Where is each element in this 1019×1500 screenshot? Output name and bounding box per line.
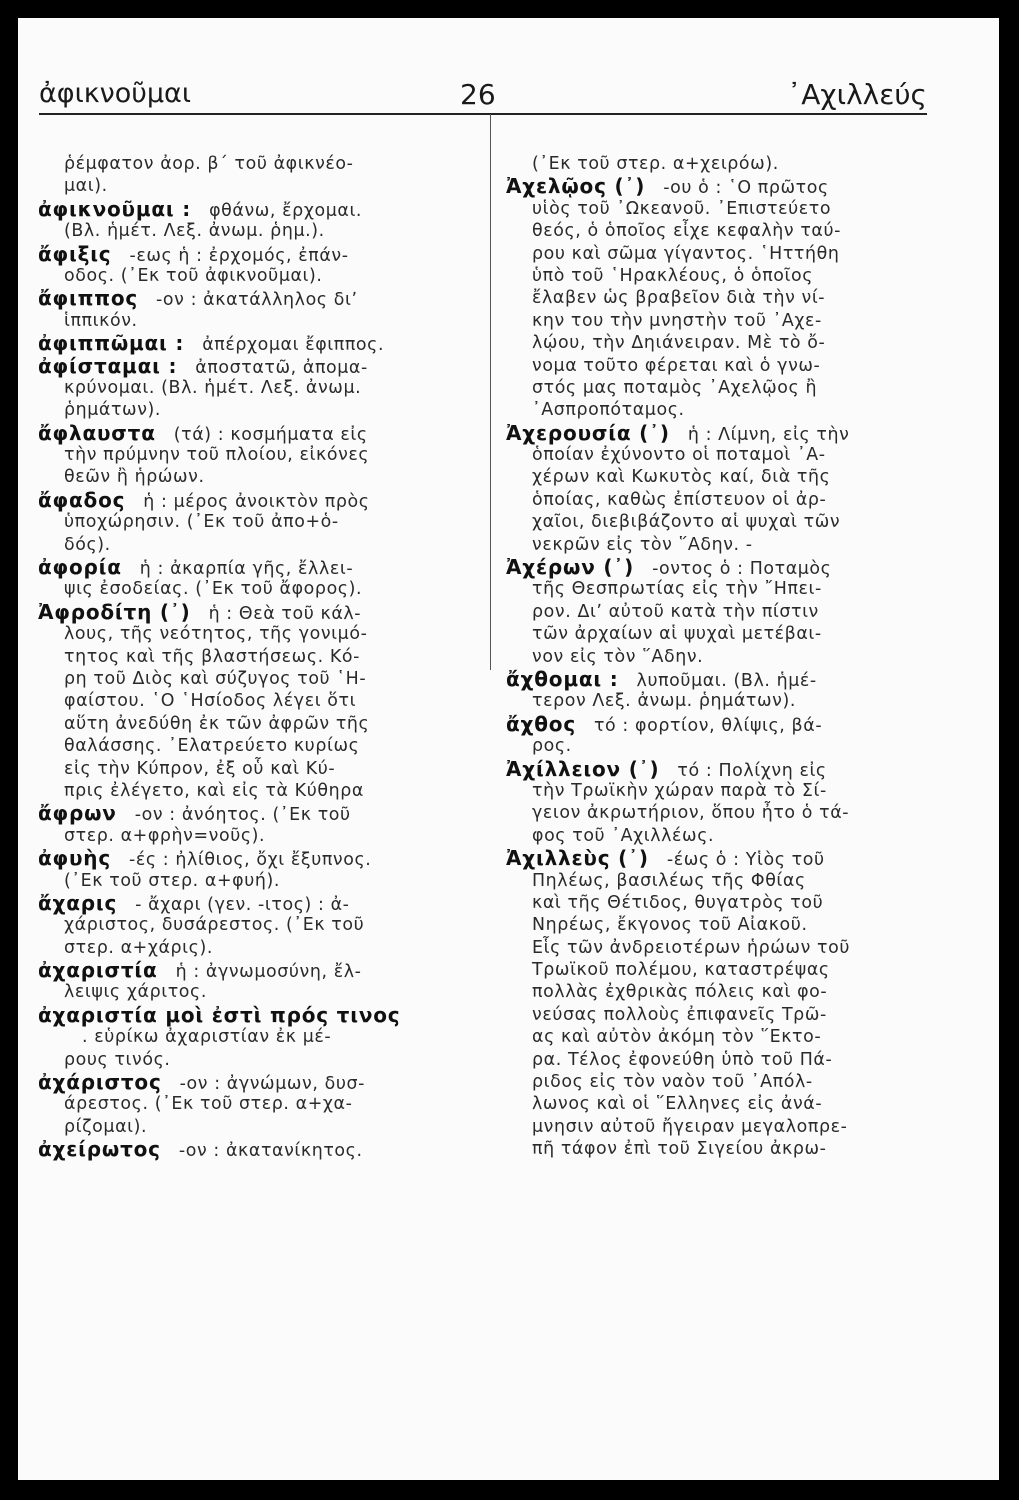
entry-continuation-line xyxy=(38,1049,468,1071)
entry-definition-text: ριδος εἰς τὸν ναὸν τοῦ ᾿Απόλ- xyxy=(532,1072,813,1093)
entry-continuation-line xyxy=(38,265,468,287)
entry-definition-text: λῴου, τὴν Δηιάνειραν. Μὲ τὸ ὄ- xyxy=(532,333,826,354)
entry-definition-text: -εως ἡ : ἐρχομός, ἐπάν- xyxy=(129,245,349,266)
entry-definition-text: ας καὶ αὐτὸν ἀκόμη τὸν ῞Εκτο- xyxy=(532,1027,822,1048)
entry-continuation-line xyxy=(38,310,468,332)
entry-headword: ἀφορία xyxy=(38,555,122,580)
entry-definition-text: κην του τὴν μνηστὴν τοῦ ᾿Αχε- xyxy=(532,310,822,331)
entry-continuation-line xyxy=(38,668,468,690)
entry-definition-text: -ον : ἀκατάλληλος διʼ xyxy=(156,290,358,311)
entry-continuation-line xyxy=(506,1004,926,1026)
entry-headword: ἄφαδος xyxy=(38,487,126,512)
entry-definition-text: (᾿Εκ τοῦ στερ. α+χειρόω). xyxy=(532,154,779,174)
entry-definition-text: γειον ἀκρωτήριον, ὅπου ἦτο ὁ τά- xyxy=(532,803,850,824)
entry-headword-line xyxy=(38,1138,468,1160)
entry-headword-line xyxy=(38,1004,468,1026)
entry-definition-text: ἱππικόν. xyxy=(64,310,138,331)
entry-headword-line xyxy=(38,243,468,265)
entry-continuation-line xyxy=(506,892,926,914)
entry-definition-text: λωνος καὶ οἱ ῞Ελληνες εἰς ἀνά- xyxy=(532,1094,823,1115)
entry-definition-text: ρίζομαι). xyxy=(64,1116,148,1137)
entry-headword-line xyxy=(506,847,926,869)
entry-headword-line xyxy=(38,422,468,444)
entry-headword-line xyxy=(38,198,468,220)
entry-continuation-line xyxy=(38,713,468,735)
entry-definition-text: -έως ὁ : Υἱὸς τοῦ xyxy=(666,850,825,871)
entry-definition-text: ἀποστατῶ, ἀπομα- xyxy=(195,357,368,378)
entry-definition-text: ῥημάτων). xyxy=(64,400,162,421)
entry-definition-text: στερ. α+φρὴν=νοῦς). xyxy=(64,825,266,846)
entry-continuation-line xyxy=(38,825,468,847)
right-column xyxy=(506,153,926,1161)
entry-continuation-line xyxy=(506,489,926,511)
entry-definition-text: άρεστος. (᾿Εκ τοῦ στερ. α+χα- xyxy=(64,1094,353,1115)
entry-continuation-line xyxy=(506,981,926,1003)
entry-definition-text: (᾿Εκ τοῦ στερ. α+φυή). xyxy=(64,870,281,891)
entry-definition-text: - ἄχαρι (γεν. -ιτος) : ἀ- xyxy=(135,894,350,915)
entry-continuation-line xyxy=(506,355,926,377)
entry-continuation-line xyxy=(38,780,468,802)
entry-headword-line xyxy=(506,668,926,690)
entry-definition-text: χαῖοι, διεβιβάζοντο αἱ ψυχαὶ τῶν xyxy=(532,512,841,533)
entry-definition-text: τό : Πολίχνη εἰς xyxy=(677,760,827,781)
entry-definition-text: ἔλαβεν ὡς βραβεῖον διὰ τὴν νί- xyxy=(532,288,826,309)
entry-definition-text: πρις ἐλέγετο, καὶ εἰς τὰ Κύθηρα xyxy=(64,780,364,801)
header-rule xyxy=(39,113,927,115)
entry-continuation-line xyxy=(506,1071,926,1093)
entry-definition-text: -ου ὁ : ῾Ο πρῶτος xyxy=(663,178,829,199)
entry-definition-text: τὴν πρύμνην τοῦ πλοίου, εἰκόνες xyxy=(64,445,370,466)
entry-definition-text: ἡ : Θεὰ τοῦ κάλ- xyxy=(208,603,362,624)
entry-headword-line xyxy=(506,556,926,578)
entry-definition-text: καὶ τῆς Θέτιδος, θυγατρὸς τοῦ xyxy=(532,892,824,913)
entry-headword-line xyxy=(38,332,468,354)
entry-definition-text: λειψις χάριτος. xyxy=(64,982,207,1003)
entry-continuation-line xyxy=(38,399,468,421)
entry-continuation-line xyxy=(38,220,468,242)
entry-continuation-line xyxy=(38,1026,468,1048)
entry-definition-text: ρη τοῦ Διὸς καὶ σύζυγος τοῦ ῾Η- xyxy=(64,668,367,689)
entry-definition-text: Νηρέως, ἔκγονος τοῦ Αἰακοῦ. xyxy=(532,915,808,936)
entry-headword-line xyxy=(38,847,468,869)
entry-continuation-line xyxy=(38,175,468,197)
entry-continuation-line xyxy=(506,1049,926,1071)
entry-definition-text: ἡ : μέρος ἀνοικτὸν πρὸς xyxy=(143,491,370,512)
entry-continuation-line xyxy=(506,937,926,959)
entry-headword-line xyxy=(38,892,468,914)
entry-headword-line xyxy=(38,556,468,578)
entry-definition-text: Τρωϊκοῦ πολέμου, καταστρέψας xyxy=(532,960,830,981)
entry-definition-text: φος τοῦ ᾿Αχιλλέως. xyxy=(532,825,715,846)
entry-definition-text: ὑπὸ τοῦ ῾Ηρακλέους, ὁ ὁποῖος xyxy=(532,265,814,286)
header-first-word: ἀφικνοῦμαι xyxy=(39,78,191,109)
page-number: 26 xyxy=(460,78,496,111)
entry-definition-text: ρον. Διʼ αὐτοῦ κατὰ τὴν πίστιν xyxy=(532,601,819,622)
header-last-word: ᾿Αχιλλεύς xyxy=(787,78,927,111)
entry-continuation-line xyxy=(506,444,926,466)
entry-continuation-line xyxy=(506,1138,926,1160)
entry-definition-text: Πηλέως, βασιλέως τῆς Φθίας xyxy=(532,870,806,891)
entry-headword: ἀχαριστία xyxy=(38,958,158,983)
entry-continuation-line xyxy=(506,870,926,892)
entry-headword: ἀφιππῶμαι : xyxy=(38,331,185,356)
entry-continuation-line xyxy=(506,914,926,936)
entry-definition-text: -ον : ἀκατανίκητος. xyxy=(178,1141,363,1162)
entry-definition-text: ἡ : ἀκαρπία γῆς, ἔλλει- xyxy=(139,559,354,580)
entry-headword: Ἀχίλλειον (᾿) xyxy=(506,756,660,781)
entry-definition-text: -οντος ὁ : Ποταμὸς xyxy=(652,559,832,580)
entry-headword: ἄφρων xyxy=(38,801,117,826)
entry-definition-text: ῥέμφατον ἀορ. β΄ τοῦ ἀφικνέο- xyxy=(64,154,354,174)
entry-definition-text: -ον : ἀνόητος. (᾿Εκ τοῦ xyxy=(134,805,351,826)
entry-continuation-line xyxy=(506,646,926,668)
entry-definition-text: λους, τῆς νεότητος, τῆς γονιμό- xyxy=(64,624,368,645)
entry-definition-text: . εὑρίκω ἀχαριστίαν ἐκ μέ- xyxy=(82,1027,332,1048)
entry-definition-text: τητος καὶ τῆς βλαστήσεως. Κό- xyxy=(64,646,361,667)
entry-continuation-line xyxy=(38,578,468,600)
dictionary-page xyxy=(18,18,999,1480)
entry-definition-text: ἡ : ἀγνωμοσύνη, ἔλ- xyxy=(175,962,362,983)
entry-continuation-line xyxy=(38,735,468,757)
entry-continuation-line xyxy=(38,981,468,1003)
entry-continuation-line xyxy=(506,153,926,175)
entry-continuation-line xyxy=(506,825,926,847)
entry-definition-text: χάριστος, δυσάρεστος. (᾿Εκ τοῦ xyxy=(64,915,365,936)
entry-headword-line xyxy=(38,1071,468,1093)
entry-definition-text: τό : φορτίον, θλίψις, βά- xyxy=(593,715,823,736)
entry-definition-text: ρα. Τέλος ἐφονεύθη ὑπὸ τοῦ Πά- xyxy=(532,1049,833,1070)
entry-definition-text: στός μας ποταμὸς ᾿Αχελῷος ἢ xyxy=(532,377,818,398)
entry-continuation-line xyxy=(506,287,926,309)
entry-headword: Ἀχιλλεὺς (᾿) xyxy=(506,846,649,871)
entry-headword: ἄχαρις xyxy=(38,890,118,915)
entry-continuation-line xyxy=(506,399,926,421)
left-column xyxy=(38,153,468,1161)
entry-headword: ἄφλαυστα xyxy=(38,420,156,445)
entry-definition-text: νεύσας πολλοὺς ἐπιφανεῖς Τρῶ- xyxy=(532,1004,827,1025)
entry-headword: ἄφιππος xyxy=(38,286,139,311)
entry-headword-line xyxy=(38,802,468,824)
entry-definition-text: φαίστου. ῾Ο ῾Ησίοδος λέγει ὅτι xyxy=(64,691,357,712)
entry-definition-text: τερον Λεξ. ἀνωμ. ῥημάτων). xyxy=(532,691,796,712)
entry-definition-text: οδος. (᾿Εκ τοῦ ἀφικνοῦμαι). xyxy=(64,265,323,286)
entry-continuation-line xyxy=(38,646,468,668)
entry-continuation-line xyxy=(506,198,926,220)
entry-definition-text: ψις ἐσοδείας. (᾿Εκ τοῦ ἄφορος). xyxy=(64,579,363,600)
entry-continuation-line xyxy=(38,690,468,712)
entry-definition-text: πολλὰς ἐχθρικὰς πόλεις καὶ φο- xyxy=(532,982,828,1003)
entry-headword-line xyxy=(506,175,926,197)
entry-definition-text: νομα τοῦτο φέρεται καὶ ὁ γνω- xyxy=(532,355,821,376)
entry-continuation-line xyxy=(38,758,468,780)
entry-definition-text: τῶν ἀρχαίων αἱ ψυχαὶ μετέβαι- xyxy=(532,624,822,645)
entry-definition-text: ἀπέρχομαι ἔφιππος. xyxy=(202,335,385,356)
entry-continuation-line xyxy=(506,243,926,265)
entry-definition-text: (τά) : κοσμήματα εἰς xyxy=(173,424,368,445)
entry-continuation-line xyxy=(506,1116,926,1138)
entry-continuation-line xyxy=(506,534,926,556)
entry-definition-text: μνησιν αὐτοῦ ἤγειραν μεγαλοπρε- xyxy=(532,1116,848,1137)
entry-headword: ἀφικνοῦμαι : xyxy=(38,196,192,221)
entry-continuation-line xyxy=(38,444,468,466)
entry-headword: ἀχάριστος xyxy=(38,1070,162,1095)
entry-definition-text: κρύνομαι. (Βλ. ἡμέτ. Λεξ. ἀνωμ. xyxy=(64,377,362,398)
entry-definition-text: τῆς Θεσπρωτίας εἰς τὴν ῎Ηπει- xyxy=(532,579,822,600)
entry-definition-text: ἡ : Λίμνη, εἰς τὴν xyxy=(687,424,850,445)
entry-definition-text: μαι). xyxy=(64,176,108,197)
entry-definition-text: φθάνω, ἔρχομαι. xyxy=(209,200,363,221)
entry-continuation-line xyxy=(506,623,926,645)
entry-headword: ἀφυὴς xyxy=(38,846,111,871)
entry-continuation-line xyxy=(506,1026,926,1048)
entry-continuation-line xyxy=(506,1093,926,1115)
entry-continuation-line xyxy=(38,1116,468,1138)
entry-headword-line xyxy=(38,959,468,981)
entry-headword-line xyxy=(38,601,468,623)
entry-definition-text: ὁποίαν ἐχύνοντο οἱ ποταμοὶ ᾿Α- xyxy=(532,445,826,466)
entry-headword: ἄχθος xyxy=(506,711,576,736)
entry-definition-text: πῆ τάφον ἐπὶ τοῦ Σιγείου ἀκρω- xyxy=(532,1139,827,1160)
entry-continuation-line xyxy=(506,332,926,354)
entry-definition-text: στερ. α+χάρις). xyxy=(64,937,213,958)
entry-definition-text: αὕτη ἀνεδύθη ἐκ τῶν ἀφρῶν τῆς xyxy=(64,713,370,734)
column-divider xyxy=(490,114,491,670)
entry-continuation-line xyxy=(506,601,926,623)
entry-definition-text: ρος. xyxy=(532,736,572,757)
entry-continuation-line xyxy=(506,735,926,757)
entry-headword: ἀχαριστία μοὶ ἐστὶ πρός τινος xyxy=(38,1002,401,1027)
entry-definition-text: νον εἰς τὸν ῞Αδην. xyxy=(532,646,704,667)
entry-definition-text: ὑποχώρησιν. (᾿Εκ τοῦ ἀπο+ὁ- xyxy=(64,512,339,533)
entry-headword: ἀφίσταμαι : xyxy=(38,353,178,378)
entry-continuation-line xyxy=(38,511,468,533)
entry-headword: Ἀφροδίτη (᾿) xyxy=(38,599,191,624)
entry-continuation-line xyxy=(38,937,468,959)
entry-definition-text: εἰς τὴν Κύπρον, ἐξ οὗ καὶ Κύ- xyxy=(64,758,336,779)
entry-definition-text: τὴν Τρωϊκὴν χώραν παρὰ τὸ Σί- xyxy=(532,780,827,801)
entry-headword: Ἀχελῷος (᾿) xyxy=(506,174,646,199)
entry-continuation-line xyxy=(38,466,468,488)
entry-continuation-line xyxy=(38,1093,468,1115)
entry-headword: Ἀχέρων (᾿) xyxy=(506,555,635,580)
entry-definition-text: ρους τινός. xyxy=(64,1049,171,1070)
entry-definition-text: θαλάσσης. ᾿Ελατρεύετο κυρίως xyxy=(64,736,360,757)
entry-continuation-line xyxy=(506,377,926,399)
entry-continuation-line xyxy=(506,802,926,824)
entry-definition-text: (Βλ. ἡμέτ. Λεξ. ἀνωμ. ῥημ.). xyxy=(64,221,325,242)
entry-definition-text: δός). xyxy=(64,534,111,555)
entry-definition-text: υἱὸς τοῦ ᾿Ωκεανοῦ. ᾿Επιστεύετο xyxy=(532,198,832,219)
entry-headword: ἄχθομαι : xyxy=(506,666,619,691)
entry-headword: ἄφιξις xyxy=(38,241,112,266)
entry-definition-text: ρου καὶ σῶμα γίγαντος. ῾Ηττήθη xyxy=(532,243,840,264)
entry-definition-text: χέρων καὶ Κωκυτὸς καί, διὰ τῆς xyxy=(532,467,831,488)
entry-continuation-line xyxy=(506,220,926,242)
entry-definition-text: θεῶν ἢ ἡρώων. xyxy=(64,467,205,488)
entry-continuation-line xyxy=(38,870,468,892)
entry-continuation-line xyxy=(506,310,926,332)
entry-headword-line xyxy=(506,758,926,780)
entry-headword-line xyxy=(506,713,926,735)
entry-continuation-line xyxy=(506,578,926,600)
entry-continuation-line xyxy=(506,780,926,802)
entry-continuation-line xyxy=(38,153,468,175)
entry-continuation-line xyxy=(38,534,468,556)
entry-definition-text: ὁποίας, καθὼς ἐπίστευον οἱ ἀρ- xyxy=(532,489,827,510)
entry-continuation-line xyxy=(38,377,468,399)
entry-continuation-line xyxy=(38,914,468,936)
entry-continuation-line xyxy=(506,265,926,287)
entry-definition-text: -ές : ἠλίθιος, ὄχι ἔξυπνος. xyxy=(128,850,372,871)
entry-definition-text: -ον : ἀγνώμων, δυσ- xyxy=(179,1074,366,1095)
entry-continuation-line xyxy=(506,466,926,488)
entry-headword-line xyxy=(38,287,468,309)
entry-headword: ἀχείρωτος xyxy=(38,1137,161,1162)
entry-definition-text: Εἷς τῶν ἀνδρειοτέρων ἡρώων τοῦ xyxy=(532,937,850,958)
entry-continuation-line xyxy=(506,511,926,533)
entry-continuation-line xyxy=(38,623,468,645)
entry-headword-line xyxy=(506,422,926,444)
entry-headword-line xyxy=(38,489,468,511)
entry-definition-text: νεκρῶν εἰς τὸν ῞Αδην. - xyxy=(532,534,753,555)
entry-definition-text: ᾿Ασπροπόταμος. xyxy=(532,400,685,421)
entry-continuation-line xyxy=(506,690,926,712)
entry-headword-line xyxy=(38,355,468,377)
entry-definition-text: θεός, ὁ ὁποῖος εἶχε κεφαλὴν ταύ- xyxy=(532,221,841,242)
entry-continuation-line xyxy=(506,959,926,981)
entry-definition-text: λυποῦμαι. (Βλ. ἡμέ- xyxy=(636,670,817,691)
entry-headword: Ἀχερουσία (᾿) xyxy=(506,420,670,445)
